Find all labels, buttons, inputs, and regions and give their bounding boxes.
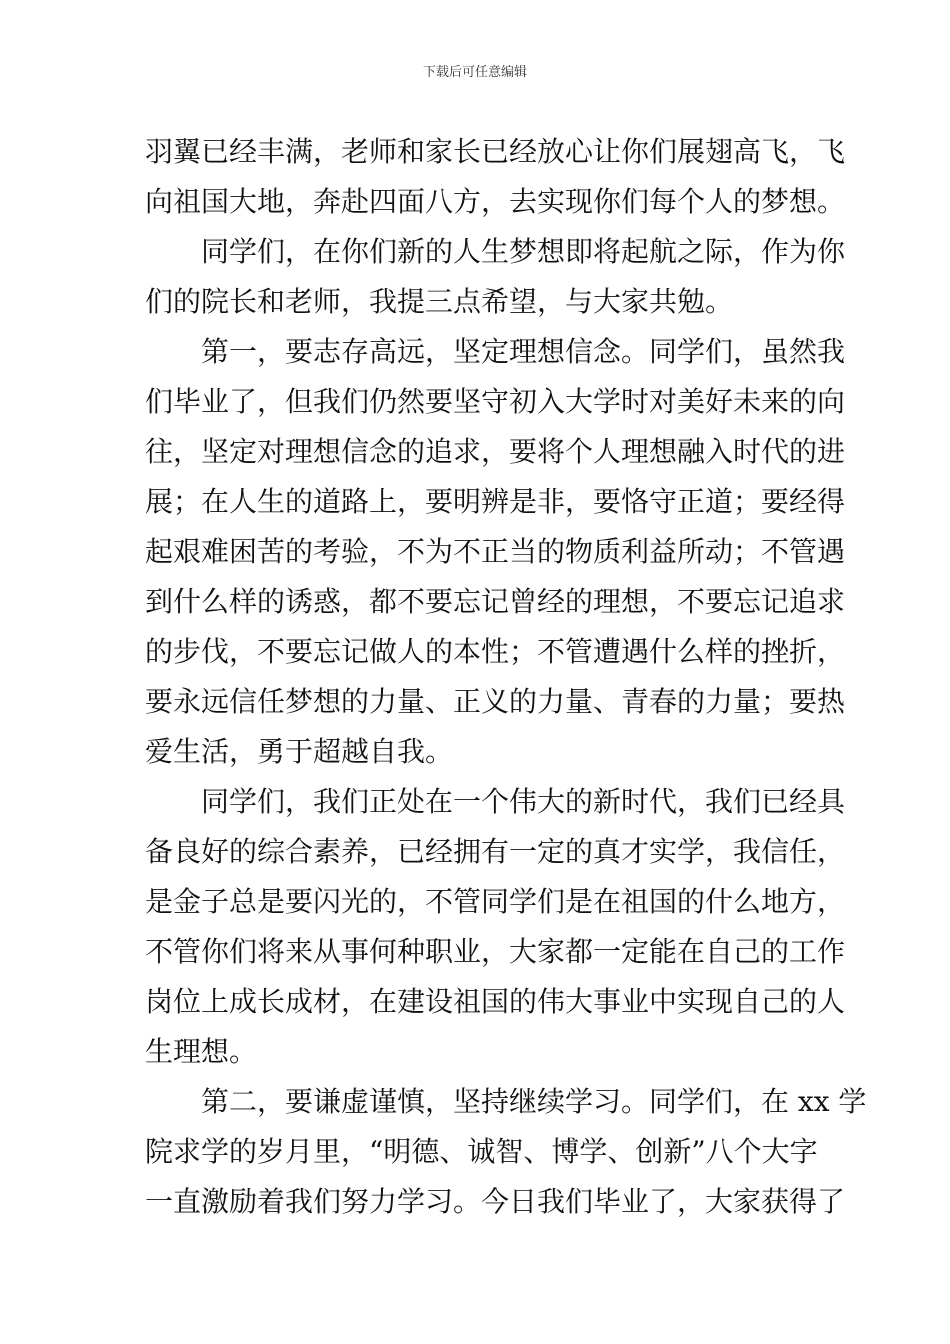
- body-line: 同学们，我们正处在一个伟大的新时代，我们已经具: [201, 785, 846, 818]
- body-line: 向祖国大地，奔赴四面八方，去实现你们每个人的梦想。: [145, 185, 846, 218]
- body-line: 岗位上成长成材，在建设祖国的伟大事业中实现自己的人: [145, 985, 846, 1018]
- body-line: 们的院长和老师，我提三点希望，与大家共勉。: [145, 285, 734, 318]
- body-line: 第二，要谦虚谨慎，坚持继续学习。同学们，在 xx 学: [201, 1085, 867, 1118]
- body-line: 备良好的综合素养，已经拥有一定的真才实学，我信任，: [145, 835, 846, 868]
- page-header: 下载后可任意编辑: [422, 65, 527, 80]
- body-line: 一直激励着我们努力学习。今日我们毕业了，大家获得了: [145, 1185, 846, 1218]
- body-line: 往，坚定对理想信念的追求，要将个人理想融入时代的进: [145, 435, 846, 468]
- body-line: 起艰难困苦的考验，不为不正当的物质利益所动；不管遇: [145, 535, 846, 568]
- body-line: 的步伐，不要忘记做人的本性；不管遭遇什么样的挫折，: [145, 635, 846, 668]
- body-line: 羽翼已经丰满，老师和家长已经放心让你们展翅高飞，飞: [145, 135, 846, 168]
- body-line: 生理想。: [145, 1035, 258, 1068]
- body-line: 到什么样的诱惑，都不要忘记曾经的理想，不要忘记追求: [145, 585, 846, 618]
- body-line: 是金子总是要闪光的，不管同学们是在祖国的什么地方，: [145, 885, 846, 918]
- body-line: 要永远信任梦想的力量、正义的力量、青春的力量；要热: [145, 685, 846, 718]
- body-line: 展；在人生的道路上，要明辨是非，要恪守正道；要经得: [145, 485, 846, 518]
- body-line: 不管你们将来从事何种职业，大家都一定能在自己的工作: [145, 935, 846, 968]
- body-line: 第一，要志存高远，坚定理想信念。同学们，虽然我: [201, 335, 846, 368]
- body-line: 爱生活，勇于超越自我。: [145, 735, 454, 768]
- body-line: 同学们，在你们新的人生梦想即将起航之际，作为你: [201, 235, 846, 268]
- body-line: 们毕业了，但我们仍然要坚守初入大学时对美好未来的向: [145, 385, 846, 418]
- body-line: 院求学的岁月里，“明德、诚智、博学、创新”八个大字: [145, 1135, 818, 1168]
